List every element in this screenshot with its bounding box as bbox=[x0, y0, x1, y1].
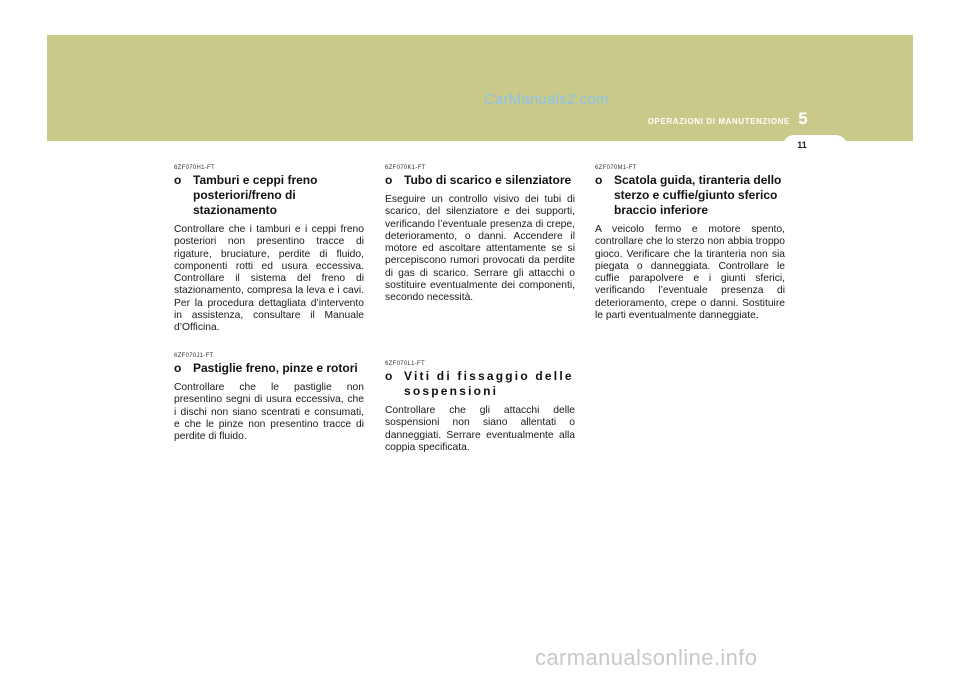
section-code: 6ZF070M1-FT bbox=[595, 165, 637, 171]
section-brake-pads bbox=[174, 353, 364, 443]
section-title: Pastiglie freno, pinze e rotori bbox=[193, 361, 358, 375]
section-heading bbox=[174, 361, 364, 376]
column-1 bbox=[174, 165, 364, 443]
section-title: Tubo di scarico e silenziatore bbox=[404, 173, 572, 187]
section-steering bbox=[595, 165, 785, 322]
section-heading bbox=[174, 173, 364, 218]
page-number: 11 bbox=[797, 140, 807, 150]
section-heading bbox=[385, 369, 575, 399]
section-title: Tamburi e ceppi freno posteriori/freno di stazionamento bbox=[193, 173, 318, 217]
column-3 bbox=[595, 165, 785, 322]
section-heading bbox=[385, 173, 575, 188]
section-code: 6ZF070L1-FT bbox=[385, 361, 425, 367]
chapter-title: OPERAZIONI DI MANUTENZIONE bbox=[647, 117, 790, 126]
section-exhaust bbox=[385, 165, 575, 305]
bullet-icon: o bbox=[595, 173, 603, 187]
section-body: A veicolo fermo e motore spento, controllare che lo sterzo non abbia troppo gioco. Verificare che la tiranteria non sia piegata o danneggiata. Controllare le cuffie parapolvere e i giunti sferici, verificando l’eventuale presenza di deterioramento, crepe o danni. Sostituire le parti eventualmente danneggiate. bbox=[595, 224, 785, 322]
section-body: Eseguire un controllo visivo dei tubi di scarico, del silenziatore e dei supporti, verificando l’eventuale presenza di crepe, deterioramento, o danni. Accendere il motore ed ascoltare attentamente se si percepiscono rumori provocati da perdite di gas di scarico. Serrare gli attacchi o sostituire eventualmente dei componenti, secondo necessità. bbox=[385, 194, 575, 304]
section-code: 6ZF070H1-FT bbox=[174, 165, 215, 171]
section-title: Viti di fissaggio delle sospensioni bbox=[404, 369, 574, 398]
bullet-icon: o bbox=[385, 173, 393, 187]
section-body: Controllare che le pastiglie non presentino segni di usura eccessiva, che i dischi non siano scentrati e consumati, e che le pinze non presentino tracce di perdite di fluido. bbox=[174, 382, 364, 443]
section-title: Scatola guida, tiranteria dello sterzo e cuffie/giunto sferico braccio inferiore bbox=[614, 173, 782, 217]
section-rear-brakes bbox=[174, 165, 364, 335]
bullet-icon: o bbox=[174, 173, 182, 187]
bullet-icon: o bbox=[174, 361, 182, 375]
section-code: 6ZF070J1-FT bbox=[174, 353, 214, 359]
watermark-top: CarManuals2.com bbox=[484, 91, 609, 108]
bullet-icon: o bbox=[385, 369, 395, 383]
column-2 bbox=[385, 165, 575, 453]
watermark-bottom: carmanualsonline.info bbox=[535, 645, 758, 670]
section-heading bbox=[595, 173, 785, 218]
section-code: 6ZF070K1-FT bbox=[385, 165, 426, 171]
section-body: Controllare che gli attacchi delle sospensioni non siano allentati o danneggiati. Serrare eventualmente alla coppia specificata. bbox=[385, 405, 575, 453]
chapter-number: 5 bbox=[798, 109, 808, 128]
section-body: Controllare che i tamburi e i ceppi freno posteriori non presentino tracce di rigature, bruciature, perdite di fluido, componenti rotti ed usura eccessiva. Controllare il sistema del freno di stazionamento, compresa la leva e i cavi. Per la procedura dettagliata d’intervento in assistenza, consultare il Manuale d’Officina. bbox=[174, 224, 364, 334]
section-suspension-bolts bbox=[385, 361, 575, 454]
